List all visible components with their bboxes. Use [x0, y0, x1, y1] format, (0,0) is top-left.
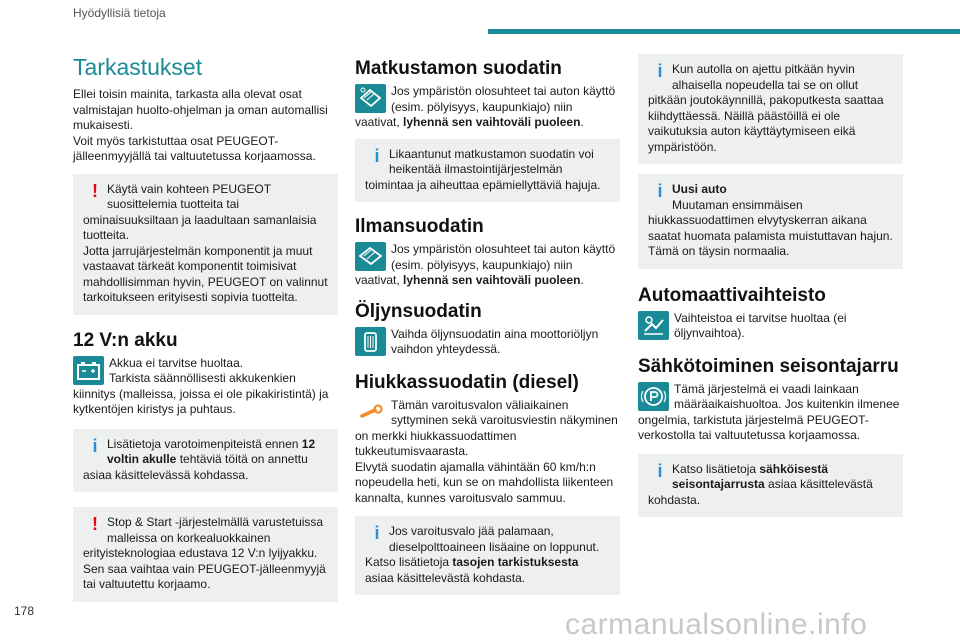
parking-brake-paragraph: Tämä järjestelmä ei vaadi lainkaan määräaikaishuoltoa. Jos kuitenkin ilmenee ongelmia, tarkistuta järjestelmä PEUGEOT-verkostolla tai valtuutetussa korjaamossa. [638, 381, 900, 442]
column-1 [73, 54, 338, 602]
dpf-paragraph-2: Elvytä suodatin ajamalla vähintään 60 km/h:n nopeudella heti, kun se on mahdollista liikenteen kannalta, kunnes varoitusvalo sammuu. [355, 459, 614, 505]
warning-text: Stop & Start -järjestelmällä varustetuissa malleissa on korkealuokkainen erityisteknologiaa edustava 12 V:n lyijyakku. [83, 515, 324, 560]
info-text: Katso lisätietoja [672, 461, 760, 476]
air-filter-paragraph [355, 242, 620, 289]
info-text: Muutaman ensimmäisen hiukkassuodattimen elvytyskerran aikana saatat huomata palamista muistuttavan hajun. Tämä on täysin normaalia. [648, 197, 893, 258]
air-filter-icon [355, 242, 386, 271]
info-box-parking-brake [638, 454, 903, 518]
info-text-2: tehtäviä töitä on annettu asiaa käsittelevässä kohdassa. [83, 452, 308, 482]
info-text: Likaantunut matkustamon suodatin voi heikentää ilmastointijärjestelmän toimintaa ja aiheuttaa epämiellyttäviä hajuja. [365, 146, 601, 192]
air-bold: lyhennä sen vaihtoväli puoleen [403, 273, 581, 287]
dpf-paragraph-1: Tämän varoitusvalon väliaikainen syttyminen sekä varoitusviestin näkyminen on merkki hiukkassuodattimen tukkeutumisvaarasta. [355, 397, 618, 458]
info-icon: i [657, 460, 663, 481]
watermark: carmanualsonline.info [565, 608, 868, 641]
intro-paragraph: Ellei toisin mainita, tarkasta alla olevat osat valmistajan huolto-ohjelman ja oman automallisi mukaisesti. [73, 87, 328, 132]
column-3 [638, 54, 903, 517]
page-number: 178 [14, 604, 35, 618]
info-text-3: asiaa käsittelevästä kohdasta. [365, 570, 526, 585]
section-title-cabin-filter: Matkustamon suodatin [355, 58, 562, 79]
info-icon: i [374, 523, 380, 543]
info-box-cabin [355, 139, 620, 203]
intro-paragraph-2: Voit myös tarkistuttaa osat PEUGEOT-jälleenmyyjällä tai valtuutetussa korjaamossa. [73, 133, 316, 163]
cabin-filter-icon [355, 84, 386, 113]
info-box-exhaust [638, 54, 903, 164]
section-title-battery: 12 V:n akku [73, 329, 178, 351]
warning-box-products [73, 174, 338, 315]
section-title-oil-filter: Öljynsuodatin [355, 300, 482, 322]
air-text-end: . [580, 273, 584, 287]
header-accent-bar [488, 29, 960, 34]
info-bold: sähköisestä seisontajarrusta [672, 461, 829, 491]
info-bold: Uusi auto [672, 182, 727, 196]
section-title-automatic-gearbox: Automaattivaihteisto [638, 284, 826, 306]
gearbox-service-icon [638, 311, 669, 340]
warning-box-stop-start [73, 507, 338, 602]
info-text-2: asiaa käsittelevästä kohdasta. [648, 477, 873, 507]
running-header: Hyödyllisiä tietoja [73, 6, 166, 20]
info-box-new-car [638, 174, 903, 269]
warning-text: Käytä vain kohteen PEUGEOT suosittelemia tuotteita tai ominaisuuksiltaan ja laadultaan samanlaisia tuotteita. [83, 181, 317, 242]
info-text-2: Katso lisätietoja [365, 555, 453, 569]
info-icon: i [657, 181, 663, 201]
warning-exclamation-icon: ! [92, 514, 98, 534]
oil-filter-icon [355, 327, 386, 356]
info-box-battery [73, 429, 338, 493]
battery-paragraph-2: Tarkista säännöllisesti akkukenkien kiinnitys (malleissa, joissa ei ole pikakiristintä) ja kytkentöjen kiristys ja puhtaus. [73, 371, 329, 416]
section-title-tarkastukset: Tarkastukset [73, 54, 203, 80]
info-box-dpf [355, 516, 620, 595]
column-2 [355, 54, 620, 595]
info-text: Lisätietoja varotoimenpiteistä ennen [107, 436, 302, 451]
section-title-dpf: Hiukkassuodatin (diesel) [355, 371, 579, 393]
warning-text-2: Jotta jarrujärjestelmän komponentit ja muut vastaavat tärkeät komponentit toimisivat mahdollisimman hyvin, PEUGEOT on valinnut tarkoitukseen erityisesti sopivia tuotteita. [83, 243, 328, 304]
cabin-text: Jos ympäristön olosuhteet tai auton käyttö (esim. pölyisyys, kaupunkiajo) niin vaativat, [355, 84, 616, 129]
info-text: Kun autolla on ajettu pitkään hyvin alhaisella nopeudella tai se on ollut pitkään joutokäynnillä, pakoputkesta saattaa kiihdyttäessä. Näillä päästöillä ei ole vaikutuksia auton käyttäytymiseen eikä ympäristöön. [648, 62, 884, 154]
air-text: Jos ympäristön olosuhteet tai auton käyttö (esim. pölyisyys, kaupunkiajo) niin vaativat, [355, 242, 616, 287]
dpf-wrench-icon [355, 398, 386, 427]
info-icon: i [657, 61, 663, 81]
info-icon: i [92, 435, 98, 456]
battery-icon [73, 356, 104, 385]
section-title-air-filter: Ilmansuodatin [355, 216, 484, 237]
info-bold: tasojen tarkistuksesta [452, 555, 579, 569]
info-icon: i [374, 145, 380, 166]
section-title-electric-parking-brake: Sähkötoiminen seisontajarru [638, 355, 899, 377]
gearbox-paragraph: Vaihteistoa ei tarvitse huoltaa (ei öljynvaihtoa). [674, 310, 847, 340]
info-bold: 12 voltin akulle [107, 436, 316, 466]
oil-filter-paragraph: Vaihda öljynsuodatin aina moottoriöljyn vaihdon yhteydessä. [391, 326, 599, 356]
info-text: Jos varoitusvalo jää palamaan, dieselpolttoaineen lisäaine on loppunut. [389, 524, 600, 554]
warning-text-2: Sen saa vaihtaa vain PEUGEOT-jälleenmyyjä tai valtuutettu korjaamo. [83, 561, 326, 591]
parking-brake-icon [638, 382, 669, 411]
cabin-bold: lyhennä sen vaihtoväli puoleen [403, 115, 581, 129]
warning-exclamation-icon: ! [92, 180, 98, 201]
cabin-filter-paragraph [355, 84, 620, 131]
battery-paragraph-1: Akkua ei tarvitse huoltaa. [109, 355, 244, 370]
cabin-text-end: . [580, 115, 584, 129]
